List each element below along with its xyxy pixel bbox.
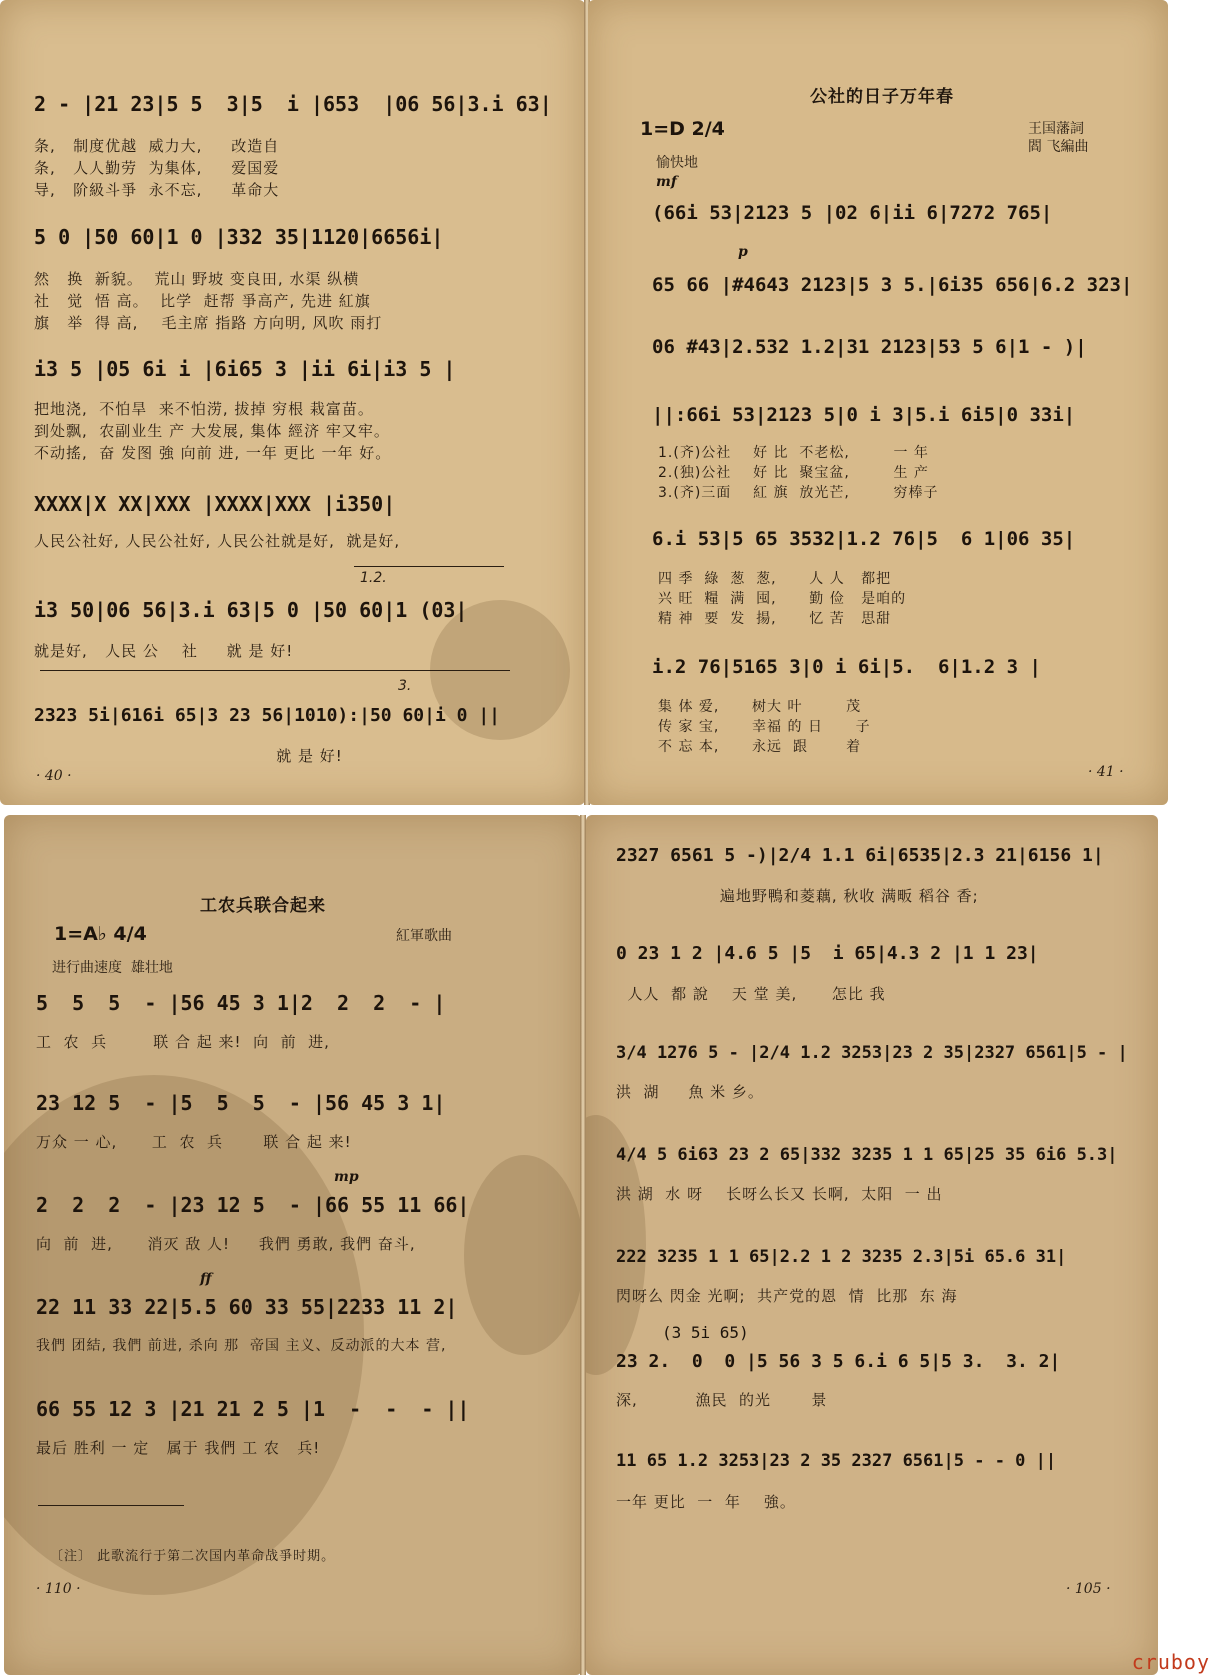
page-41 [588, 0, 1168, 805]
page-number-105: · 105 · [1066, 1581, 1111, 1597]
lyric-row-5-verse-3: 精 神 要 发 揚, 忆 苦 思甜 [658, 611, 892, 627]
page-number-41: · 41 · [1088, 764, 1124, 780]
lyric-row-2: 人人 都 說 天 堂 美, 怎比 我 [616, 985, 886, 1003]
lyric-row-2-verse-1: 然 换 新貌。 荒山 野坡 变良田, 水渠 纵横 [34, 270, 360, 288]
lyric-row-5: 就是好, 人民 公 社 就 是 好! [34, 642, 294, 660]
lyric-row-3: 向 前 进, 消灭 敌 人! 我們 勇敢, 我們 奋斗, [36, 1235, 416, 1253]
slur-line [40, 670, 510, 671]
lyric-row-6-verse-1: 集 体 爱, 树大 叶 茂 [658, 699, 862, 715]
lyric-row-6-verse-2: 传 家 宝, 幸福 的 日 子 [658, 719, 871, 735]
notation-row-2: 65 66 |#4643 2123|5 3 5.|6i35 656|6.2 323| [652, 274, 1133, 296]
lyric-row-1: 遍地野鴨和菱藕, 秋收 满畈 稻谷 香; [616, 887, 979, 905]
page-number-110: · 110 · [36, 1581, 81, 1597]
lyric-row-5-verse-2: 兴 旺 糧 满 囤, 勤 俭 是咱的 [658, 591, 907, 607]
lyric-row-6-verse-3: 不 忘 本, 永远 跟 着 [658, 739, 862, 755]
lyric-row-2: 万众 一 心, 工 农 兵 联 合 起 来! [36, 1133, 352, 1151]
key-signature: 1=D 2/4 [640, 118, 725, 140]
lyric-row-4-verse-1: 1.(齐)公社 好 比 不老松, 一 年 [658, 445, 929, 461]
dynamic-mp: mp [334, 1169, 359, 1185]
lyric-row-5-verse-1: 四 季 綠 葱 葱, 人 人 都把 [658, 571, 892, 587]
lyric-row-6: 深, 漁民 的光 景 [616, 1391, 828, 1409]
lyricist-credit: 王国藩詞 [1028, 121, 1084, 137]
page-105 [586, 815, 1158, 1675]
tempo-marking: 愉快地 [656, 155, 698, 171]
lyric-row-2-verse-3: 旗 举 得 高, 毛主席 指路 方向明, 风吹 雨打 [34, 314, 383, 332]
notation-row-4: XXXX|X XX|XXX |XXXX|XXX |i350| [34, 492, 396, 516]
lyric-row-2-verse-2: 社 觉 悟 高。 比学 赶帮 爭高产, 先进 紅旗 [34, 292, 371, 310]
notation-row-5: i3 50|06 56|3.i 63|5 0 |50 60|1 (03| [34, 598, 468, 622]
paper-stain [464, 1155, 582, 1355]
footnote: 〔注〕 此歌流行于第二次国内革命战爭时期。 [50, 1549, 336, 1564]
watermark: cruboy [1131, 1650, 1210, 1674]
key-signature: 1=A♭ 4/4 [54, 923, 147, 945]
notation-row-1: 2 - |21 23|5 5 3|5 i |653 |06 56|3.i 63| [34, 92, 552, 116]
notation-row-1: 5 5 5 - |56 45 3 1|2 2 2 - | [36, 991, 446, 1015]
lyric-row-4: 洪 湖 水 呀 长呀么长又 长啊, 太阳 一 出 [616, 1185, 943, 1203]
notation-row-3: 06 #43|2.532 1.2|31 2123|53 5 6|1 - )| [652, 336, 1087, 358]
dynamic-p: p [738, 244, 748, 260]
tempo-marking: 进行曲速度 雄壮地 [52, 960, 173, 976]
notation-row-1: 2327 6561 5 -)|2/4 1.1 6i|6535|2.3 21|6156 1| [616, 845, 1104, 866]
notation-row-6: i.2 76|5165 3|0 i 6i|5. 6|1.2 3 | [652, 656, 1041, 678]
lyric-row-1-verse-3: 导, 阶級斗爭 永不忘, 革命大 [34, 181, 280, 199]
lyric-row-4-verse-3: 3.(齐)三面 紅 旗 放光芒, 穷棒子 [658, 485, 939, 501]
lyric-row-1-verse-1: 条, 制度优越 威力大, 改造自 [34, 137, 280, 155]
lyric-row-7: 一年 更比 一 年 強。 [616, 1493, 796, 1511]
song-title: 公社的日子万年春 [810, 87, 954, 107]
composer-credit: 紅軍歌曲 [396, 928, 452, 944]
dynamic-mf: mf [656, 174, 677, 190]
notation-row-2: 23 12 5 - |5 5 5 - |56 45 3 1| [36, 1091, 446, 1115]
notation-row-2: 0 23 1 2 |4.6 5 |5 i 65|4.3 2 |1 1 23| [616, 943, 1039, 964]
notation-row-1: (66i 53|2123 5 |02 6|ii 6|7272 765| [652, 202, 1053, 224]
lyric-row-3-verse-2: 到处飘, 农副业生 产 大发展, 集体 經济 牢又牢。 [34, 422, 390, 440]
lyric-row-1-verse-2: 条, 人人勤劳 为集体, 爱国爱 [34, 159, 280, 177]
page-40 [0, 0, 585, 805]
notation-row-3: i3 5 |05 6i i |6i65 3 |ii 6i|i3 5 | [34, 357, 456, 381]
composer-credit: 閻 飞編曲 [1028, 139, 1089, 155]
notation-row-4: 22 11 33 22|5.5 60 33 55|2233 11 2| [36, 1295, 458, 1319]
lyric-row-3-verse-3: 不动搖, 奋 发图 強 向前 进, 一年 更比 一年 好。 [34, 444, 392, 462]
dynamic-ff: ff [200, 1271, 212, 1287]
volta-bracket-line [354, 566, 504, 567]
lyric-row-3: 洪 湖 魚 米 乡。 [616, 1083, 764, 1101]
notation-row-4: ||:66i 53|2123 5|0 i 3|5.i 6i5|0 33i| [652, 404, 1076, 426]
notation-row-5: 6.i 53|5 65 3532|1.2 76|5 6 1|06 35| [652, 528, 1076, 550]
volta-1-label: 1.2. [360, 570, 387, 586]
notation-row-5: 66 55 12 3 |21 21 2 5 |1 - - - || [36, 1397, 470, 1421]
lyric-row-5: 閃呀么 閃金 光啊; 共产党的恩 情 比那 东 海 [616, 1287, 958, 1305]
triplet-hint: (3 5i 65) [662, 1323, 749, 1342]
notation-row-3: 2 2 2 - |23 12 5 - |66 55 11 66| [36, 1193, 470, 1217]
page-110 [4, 815, 582, 1675]
lyric-row-4-verse-2: 2.(独)公社 好 比 聚宝盆, 生 产 [658, 465, 929, 481]
lyric-row-4: 我們 团結, 我們 前进, 杀向 那 帝国 主义、反动派的大本 营, [36, 1338, 447, 1354]
lyric-row-5: 最后 胜利 一 定 属于 我們 工 农 兵! [36, 1439, 321, 1457]
song-title: 工农兵联合起来 [200, 896, 326, 916]
lyric-row-4: 人民公社好, 人民公社好, 人民公社就是好, 就是好, [34, 532, 401, 550]
notation-row-6: 23 2. 0 0 |5 56 3 5 6.i 6 5|5 3. 3. 2| [616, 1351, 1061, 1372]
notation-row-3: 3/4 1276 5 - |2/4 1.2 3253|23 2 35|2327 6561|5 - | [616, 1043, 1128, 1063]
footnote-rule [38, 1505, 184, 1506]
lyric-row-3-verse-1: 把地浇, 不怕旱 来不怕涝, 拔掉 穷根 栽富苗。 [34, 400, 374, 418]
notation-row-4: 4/4 5 6i63 23 2 65|332 3235 1 1 65|25 35 6i6 5.3| [616, 1145, 1118, 1165]
notation-row-6: 2323 5i|616i 65|3 23 56|1010):|50 60|i 0 || [34, 705, 500, 726]
notation-row-7: 11 65 1.2 3253|23 2 35 2327 6561|5 - - 0 || [616, 1451, 1057, 1471]
page-number-40: · 40 · [36, 768, 72, 784]
notation-row-2: 5 0 |50 60|1 0 |332 35|1120|6656i| [34, 225, 444, 249]
lyric-row-6: 就 是 好! [34, 747, 343, 765]
notation-row-5: 222 3235 1 1 65|2.2 1 2 3235 2.3|5i 65.6 31| [616, 1247, 1067, 1267]
lyric-row-1: 工 农 兵 联 合 起 来! 向 前 进, [36, 1033, 330, 1051]
volta-2-label: 3. [398, 678, 412, 694]
